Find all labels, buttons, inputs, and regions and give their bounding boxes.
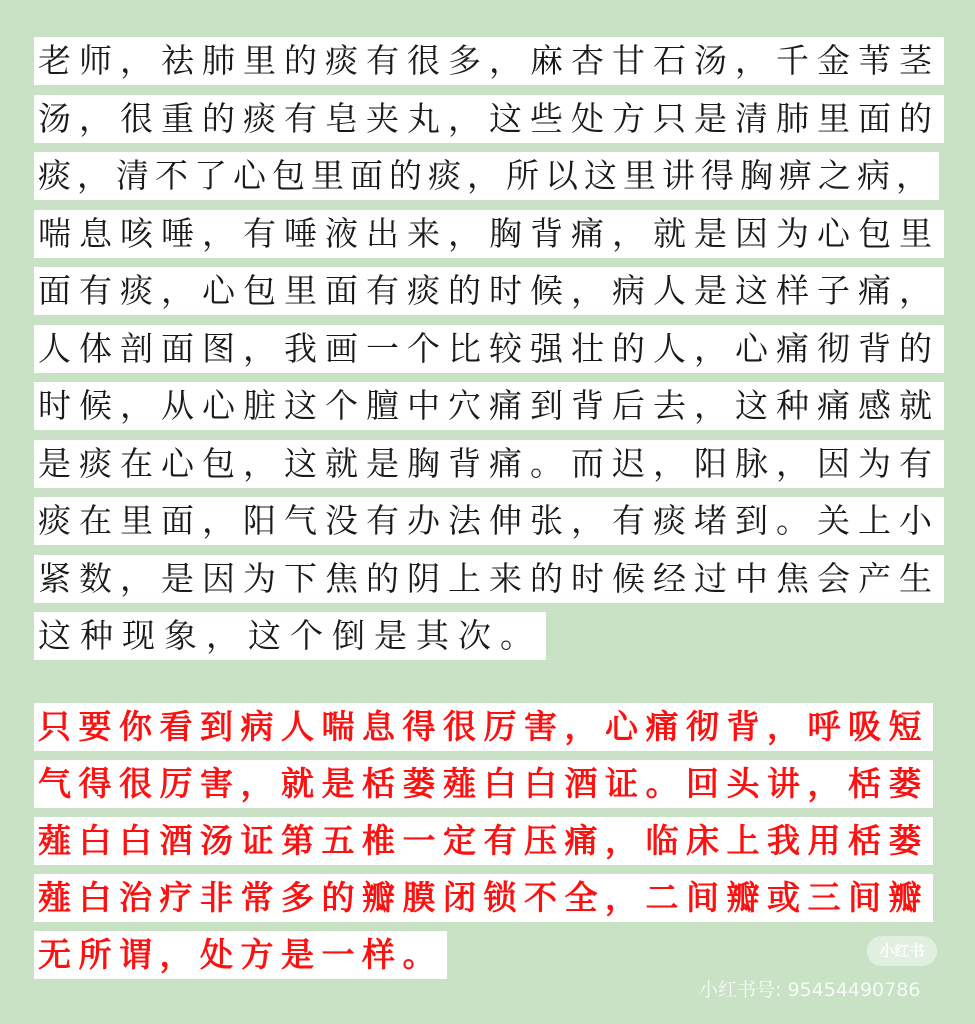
text-line: [34, 497, 946, 545]
text-line: [34, 382, 946, 430]
text-line-content: 薤白白酒汤证第五椎一定有压痛，临床上我用栝蒌: [34, 817, 933, 865]
text-line: [34, 325, 946, 373]
text-line: [34, 267, 946, 315]
text-line-content: 面有痰，心包里面有痰的时候，病人是这样子痛，: [34, 267, 944, 315]
text-line-content: 薤白治疗非常多的瓣膜闭锁不全，二间瓣或三间瓣: [34, 874, 933, 922]
text-line: [34, 555, 946, 603]
text-line: [34, 931, 946, 979]
text-line: [34, 874, 946, 922]
text-line: [34, 440, 946, 488]
text-line: [34, 817, 946, 865]
text-line-content: 痰在里面，阳气没有办法伸张，有痰堵到。关上小: [34, 497, 944, 545]
text-line-content: 是痰在心包，这就是胸背痛。而迟，阳脉，因为有: [34, 440, 944, 488]
text-line-content: 人体剖面图，我画一个比较强壮的人，心痛彻背的: [34, 325, 944, 373]
text-line-content: 气得很厉害，就是栝蒌薤白白酒证。回头讲，栝蒌: [34, 760, 933, 808]
watermark-id: 小红书号: 95454490786: [699, 979, 921, 1001]
text-line-content: 紧数，是因为下焦的阴上来的时候经过中焦会产生: [34, 555, 944, 603]
text-line-content: 时候，从心脏这个膻中穴痛到背后去，这种痛感就: [34, 382, 944, 430]
text-line-content: 汤，很重的痰有皂夹丸，这些处方只是清肺里面的: [34, 95, 944, 143]
text-line: [34, 210, 946, 258]
text-line-content: 喘息咳唾，有唾液出来，胸背痛，就是因为心包里: [34, 210, 944, 258]
text-line: [34, 760, 946, 808]
text-line: [34, 612, 946, 660]
black-paragraph: [34, 37, 946, 670]
red-paragraph: [34, 703, 946, 988]
xiaohongshu-logo: 小红书: [867, 936, 937, 966]
text-line-content: 无所谓，处方是一样。: [34, 931, 447, 979]
text-line: [34, 95, 946, 143]
text-line-content: 这种现象，这个倒是其次。: [34, 612, 546, 660]
text-line: [34, 703, 946, 751]
text-line: [34, 37, 946, 85]
text-line: [34, 152, 946, 200]
text-line-content: 只要你看到病人喘息得很厉害，心痛彻背，呼吸短: [34, 703, 933, 751]
text-line-content: 痰，清不了心包里面的痰，所以这里讲得胸痹之病，: [34, 152, 939, 200]
text-line-content: 老师，祛肺里的痰有很多，麻杏甘石汤，千金苇茎: [34, 37, 944, 85]
